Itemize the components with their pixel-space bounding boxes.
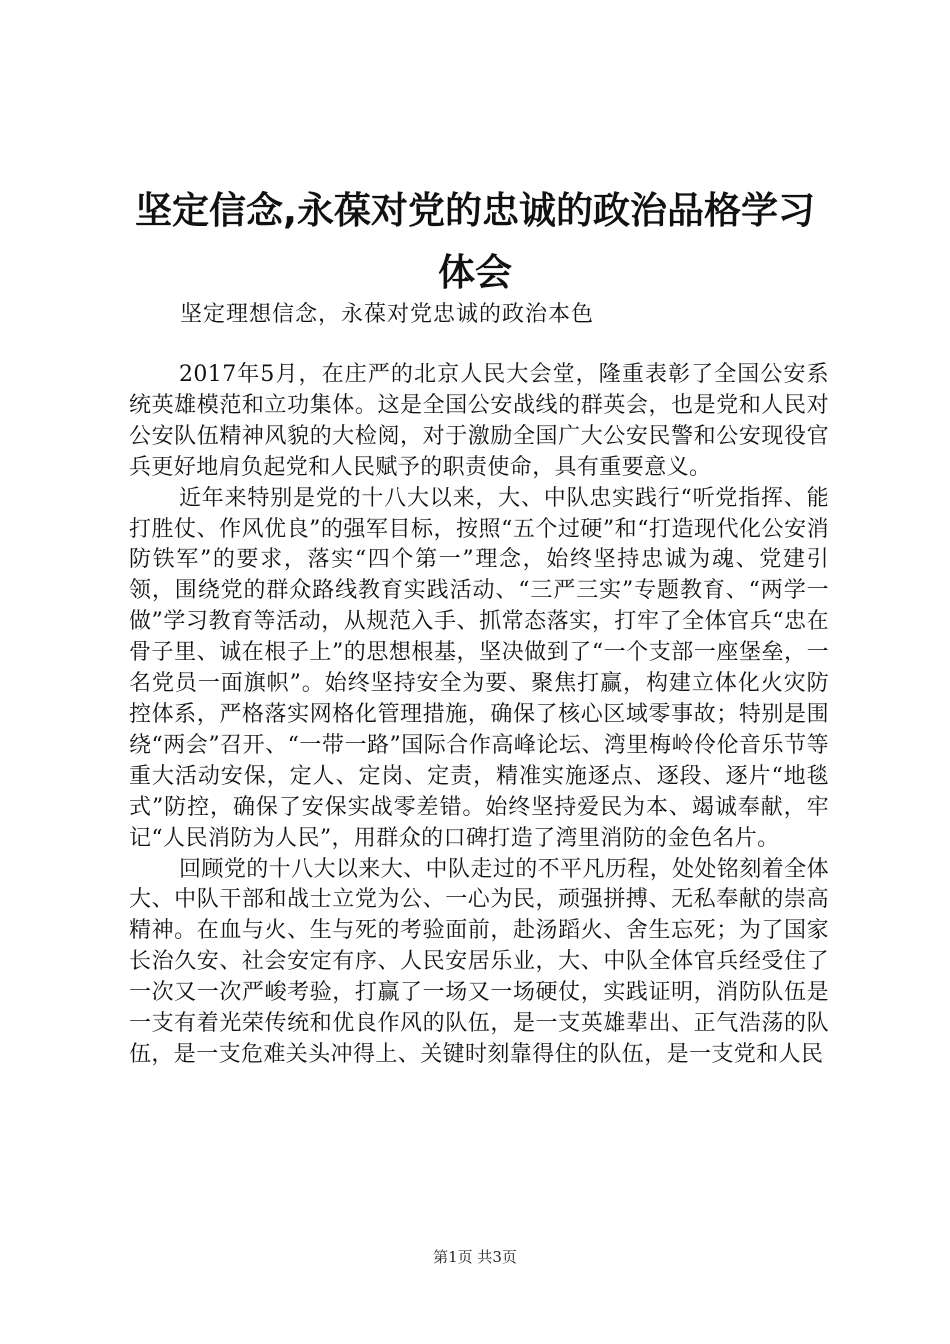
document-body xyxy=(129,360,829,1071)
paragraph-1: 2017年5月，在庄严的北京人民大会堂，隆重表彰了全国公安系统英雄模范和立功集体。这是全国公安战线的群英会，也是党和人民对公安队伍精神风貌的大检阅，对于激励全国广大公安民警和公安现役官兵更好地肩负起党和人民赋予的职责使命，具有重要意义。 xyxy=(129,362,829,480)
page-footer: 第1页 共3页 xyxy=(433,1248,517,1266)
paragraph-2: 近年来特别是党的十八大以来，大、中队忠实践行“听党指挥、能打胜仗、作风优良”的强军目标，按照“五个过硬”和“打造现代化公安消防铁军”的要求，落实“四个第一”理念，始终坚持忠诚为魂、党建引领，围绕党的群众路线教育实践活动、“三严三实”专题教育、“两学一做”学习教育等活动，从规范入手、抓常态落实，打牢了全体官兵“忠在骨子里、诚在根子上”的思想根基，坚决做到了“一个支部一座堡垒，一名党员一面旗帜”。始终坚持安全为要、聚焦打赢，构建立体化火灾防控体系，严格落实网格化管理措施，确保了核心区域零事故；特别是围绕“两会”召开、“一带一路”国际合作高峰论坛、湾里梅岭伶伦音乐节等重大活动安保，定人、定岗、定责，精准实施逐点、逐段、逐片“地毯式”防控，确保了安保实战零差错。始终坚持爱民为本、竭诚奉献，牢记“人民消防为人民”，用群众的口碑打造了湾里消防的金色名片。 xyxy=(129,485,829,851)
document-subtitle: 坚定理想信念，永葆对党忠诚的政治本色 xyxy=(180,302,595,327)
paragraph-3: 回顾党的十八大以来大、中队走过的不平凡历程，处处铭刻着全体大、中队干部和战士立党为公、一心为民，顽强拼搏、无私奉献的崇高精神。在血与火、生与死的考验面前，赴汤蹈火、舍生忘死；为了国家长治久安、社会安定有序、人民安居乐业，大、中队全体官兵经受住了一次又一次严峻考验，打赢了一场又一场硬仗，实践证明，消防队伍是一支有着光荣传统和优良作风的队伍，是一支英雄辈出、正气浩荡的队伍，是一支危难关头冲得上、关键时刻靠得住的队伍，是一支党和人民 xyxy=(129,856,829,1067)
document-title: 坚定信念,永葆对党的忠诚的政治品格学习体会 xyxy=(134,189,816,294)
